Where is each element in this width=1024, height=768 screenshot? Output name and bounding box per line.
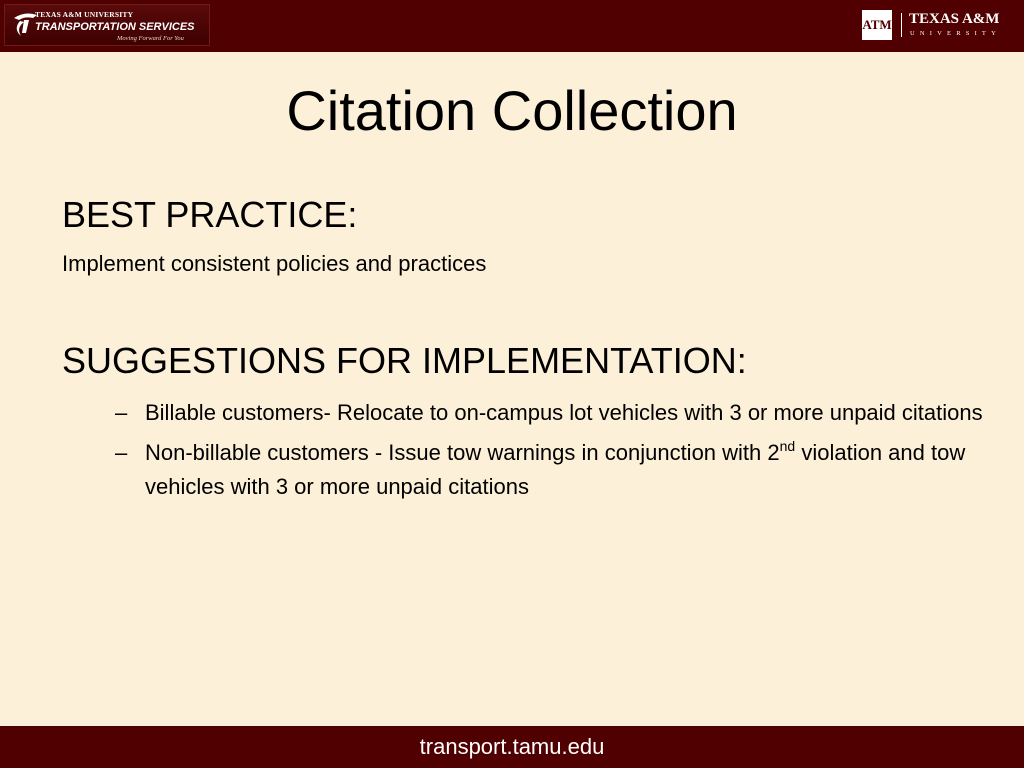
university-label: UNIVERSITY	[910, 30, 1001, 37]
bullet-text-end: violation and tow vehicles with 3 or more unpaid citations	[145, 440, 966, 499]
footer-url-link[interactable]: transport.tamu.edu	[419, 734, 605, 759]
slide-title: Citation Collection	[286, 79, 738, 142]
suggestions-heading: SUGGESTIONS FOR IMPLEMENTATION:	[62, 340, 747, 381]
bullet-text-start: Non-billable customers - Issue tow warnings in conjunction with 2	[145, 440, 780, 465]
dash-bullet: –	[115, 440, 128, 465]
logo-divider	[901, 13, 902, 37]
bullet-text: Billable customers- Relocate to on-campus lot vehicles with 3 or more unpaid citations	[145, 400, 983, 425]
footer-bar	[0, 726, 1024, 768]
best-practice-text: Implement consistent policies and practices	[62, 251, 487, 276]
logo-department-text: TRANSPORTATION SERVICES	[35, 21, 195, 33]
header-bar	[0, 0, 1024, 52]
list-item	[115, 396, 985, 430]
texas-am-logo[interactable]	[862, 9, 1012, 41]
logo-university-text: TEXAS A&M UNIVERSITY	[35, 10, 134, 19]
ordinal-superscript: nd	[779, 438, 796, 454]
best-practice-heading: BEST PRACTICE:	[62, 194, 358, 235]
suggestions-list	[115, 396, 985, 510]
dash-bullet: –	[115, 400, 128, 425]
transportation-services-logo[interactable]	[4, 4, 210, 46]
logo-tagline-text: Moving Forward For You	[117, 35, 184, 42]
atm-mark-icon: ATM	[862, 10, 892, 40]
list-item	[115, 436, 985, 504]
texas-am-name: TEXAS A&M	[909, 11, 1000, 27]
